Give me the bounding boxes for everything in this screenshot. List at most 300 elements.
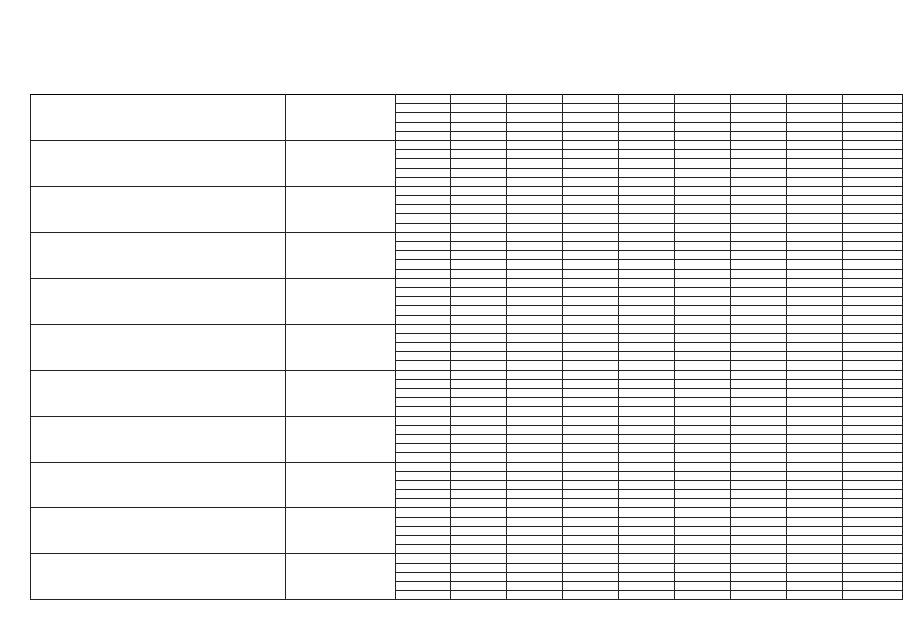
amount-cell: [619, 352, 675, 361]
amount-cell: [563, 444, 619, 453]
amount-cell: [451, 269, 507, 278]
amount-cell: [731, 140, 787, 149]
amount-cell: [731, 398, 787, 407]
project-description: [31, 95, 286, 141]
amount-cell: [731, 499, 787, 508]
amount-cell: [619, 297, 675, 306]
amount-cell: [507, 150, 563, 159]
amount-cell: [675, 517, 731, 526]
amount-cell: [675, 416, 731, 425]
amount-cell: [507, 490, 563, 499]
amount-cell: [731, 361, 787, 370]
amount-cell: [843, 131, 903, 140]
amount-cell: [731, 517, 787, 526]
table-row: [31, 416, 903, 425]
amount-cell: [731, 343, 787, 352]
amount-cell: [451, 581, 507, 590]
amount-cell: [563, 581, 619, 590]
amount-cell: [507, 536, 563, 545]
amount-cell: [507, 186, 563, 195]
table-row: [31, 370, 903, 379]
funding-source-label: [396, 278, 451, 287]
amount-cell: [843, 168, 903, 177]
amount-cell: [675, 232, 731, 241]
amount-cell: [619, 159, 675, 168]
amount-cell: [507, 177, 563, 186]
amount-cell: [451, 536, 507, 545]
amount-cell: [675, 140, 731, 149]
funding-source-label: [396, 591, 451, 600]
amount-cell: [843, 444, 903, 453]
project-description: [31, 462, 286, 508]
project-description: [31, 324, 286, 370]
amount-cell: [787, 168, 843, 177]
amount-cell: [787, 287, 843, 296]
amount-cell: [451, 260, 507, 269]
amount-cell: [731, 269, 787, 278]
amount-cell: [507, 278, 563, 287]
amount-cell: [451, 407, 507, 416]
amount-cell: [787, 572, 843, 581]
amount-cell: [563, 168, 619, 177]
amount-cell: [843, 425, 903, 434]
amount-cell: [843, 361, 903, 370]
funding-source-label: [396, 471, 451, 480]
amount-cell: [507, 434, 563, 443]
amount-cell: [675, 508, 731, 517]
funding-source-label: [396, 490, 451, 499]
funding-source-label: [396, 352, 451, 361]
amount-cell: [563, 287, 619, 296]
amount-cell: [675, 260, 731, 269]
amount-cell: [563, 434, 619, 443]
amount-cell: [619, 581, 675, 590]
amount-cell: [843, 416, 903, 425]
amount-cell: [563, 278, 619, 287]
table-row: [31, 95, 903, 104]
amount-cell: [451, 159, 507, 168]
amount-cell: [563, 517, 619, 526]
amount-cell: [563, 95, 619, 104]
amount-cell: [619, 517, 675, 526]
amount-cell: [787, 196, 843, 205]
funding-source-label: [396, 517, 451, 526]
amount-cell: [619, 407, 675, 416]
amount-cell: [507, 581, 563, 590]
amount-cell: [451, 499, 507, 508]
amount-cell: [563, 398, 619, 407]
amount-cell: [451, 343, 507, 352]
amount-cell: [731, 545, 787, 554]
amount-cell: [675, 242, 731, 251]
amount-cell: [675, 480, 731, 489]
amount-cell: [619, 536, 675, 545]
amount-cell: [787, 545, 843, 554]
project-description: [31, 186, 286, 232]
amount-cell: [507, 370, 563, 379]
amount-cell: [507, 545, 563, 554]
amount-cell: [787, 563, 843, 572]
amount-cell: [675, 526, 731, 535]
amount-cell: [451, 361, 507, 370]
amount-cell: [451, 223, 507, 232]
funding-source-label: [396, 536, 451, 545]
amount-cell: [507, 453, 563, 462]
amount-cell: [731, 471, 787, 480]
amount-cell: [787, 343, 843, 352]
table-row: [31, 324, 903, 333]
funding-source-label: [396, 453, 451, 462]
amount-cell: [619, 251, 675, 260]
amount-cell: [507, 251, 563, 260]
amount-cell: [843, 526, 903, 535]
amount-cell: [451, 251, 507, 260]
amount-cell: [451, 131, 507, 140]
amount-cell: [675, 104, 731, 113]
amount-cell: [787, 140, 843, 149]
amount-cell: [563, 324, 619, 333]
amount-cell: [619, 545, 675, 554]
amount-cell: [619, 379, 675, 388]
amount-cell: [563, 554, 619, 563]
amount-cell: [731, 379, 787, 388]
funding-source-label: [396, 140, 451, 149]
amount-cell: [731, 554, 787, 563]
amount-cell: [843, 214, 903, 223]
funding-source-label: [396, 104, 451, 113]
amount-cell: [619, 416, 675, 425]
amount-cell: [563, 490, 619, 499]
amount-cell: [451, 177, 507, 186]
amount-cell: [563, 453, 619, 462]
amount-cell: [787, 425, 843, 434]
amount-cell: [451, 526, 507, 535]
amount-cell: [507, 104, 563, 113]
amount-cell: [843, 508, 903, 517]
amount-cell: [675, 499, 731, 508]
responsible-ministry: [286, 508, 396, 554]
amount-cell: [787, 508, 843, 517]
funding-source-label: [396, 315, 451, 324]
amount-cell: [675, 177, 731, 186]
amount-cell: [731, 242, 787, 251]
amount-cell: [675, 306, 731, 315]
funding-source-label: [396, 95, 451, 104]
project-description: [31, 278, 286, 324]
amount-cell: [563, 416, 619, 425]
amount-cell: [619, 434, 675, 443]
amount-cell: [843, 140, 903, 149]
amount-cell: [787, 554, 843, 563]
amount-cell: [619, 113, 675, 122]
amount-cell: [675, 471, 731, 480]
project-description: [31, 232, 286, 278]
amount-cell: [507, 131, 563, 140]
amount-cell: [563, 297, 619, 306]
amount-cell: [787, 370, 843, 379]
amount-cell: [843, 269, 903, 278]
amount-cell: [731, 315, 787, 324]
amount-cell: [507, 462, 563, 471]
amount-cell: [451, 416, 507, 425]
amount-cell: [507, 416, 563, 425]
amount-cell: [619, 122, 675, 131]
amount-cell: [843, 434, 903, 443]
amount-cell: [619, 572, 675, 581]
amount-cell: [507, 205, 563, 214]
amount-cell: [507, 242, 563, 251]
amount-cell: [731, 287, 787, 296]
amount-cell: [563, 242, 619, 251]
funding-source-label: [396, 131, 451, 140]
amount-cell: [843, 490, 903, 499]
amount-cell: [451, 232, 507, 241]
amount-cell: [843, 453, 903, 462]
amount-cell: [731, 278, 787, 287]
amount-cell: [563, 269, 619, 278]
amount-cell: [507, 168, 563, 177]
amount-cell: [563, 499, 619, 508]
amount-cell: [675, 563, 731, 572]
amount-cell: [507, 361, 563, 370]
amount-cell: [563, 379, 619, 388]
funding-source-label: [396, 287, 451, 296]
amount-cell: [563, 425, 619, 434]
amount-cell: [731, 434, 787, 443]
amount-cell: [507, 398, 563, 407]
amount-cell: [675, 278, 731, 287]
amount-cell: [787, 159, 843, 168]
amount-cell: [843, 242, 903, 251]
amount-cell: [507, 122, 563, 131]
funding-source-label: [396, 545, 451, 554]
amount-cell: [563, 526, 619, 535]
table-row: [31, 508, 903, 517]
amount-cell: [731, 352, 787, 361]
project-description: [31, 370, 286, 416]
amount-cell: [619, 168, 675, 177]
amount-cell: [675, 581, 731, 590]
amount-cell: [787, 453, 843, 462]
amount-cell: [675, 223, 731, 232]
amount-cell: [563, 113, 619, 122]
amount-cell: [731, 370, 787, 379]
amount-cell: [787, 269, 843, 278]
amount-cell: [731, 508, 787, 517]
amount-cell: [451, 333, 507, 342]
amount-cell: [787, 407, 843, 416]
funding-source-label: [396, 444, 451, 453]
amount-cell: [787, 214, 843, 223]
amount-cell: [675, 444, 731, 453]
amount-cell: [787, 499, 843, 508]
amount-cell: [787, 379, 843, 388]
amount-cell: [787, 186, 843, 195]
amount-cell: [507, 379, 563, 388]
amount-cell: [731, 251, 787, 260]
amount-cell: [619, 490, 675, 499]
amount-cell: [731, 581, 787, 590]
amount-cell: [507, 214, 563, 223]
amount-cell: [675, 95, 731, 104]
amount-cell: [843, 554, 903, 563]
amount-cell: [731, 536, 787, 545]
amount-cell: [563, 471, 619, 480]
amount-cell: [507, 269, 563, 278]
amount-cell: [451, 186, 507, 195]
funding-source-label: [396, 269, 451, 278]
amount-cell: [731, 214, 787, 223]
amount-cell: [843, 324, 903, 333]
amount-cell: [787, 389, 843, 398]
amount-cell: [675, 425, 731, 434]
amount-cell: [619, 232, 675, 241]
amount-cell: [563, 251, 619, 260]
project-description: [31, 416, 286, 462]
funding-source-label: [396, 196, 451, 205]
amount-cell: [619, 131, 675, 140]
funding-source-label: [396, 168, 451, 177]
funding-source-label: [396, 389, 451, 398]
amount-cell: [843, 177, 903, 186]
amount-cell: [619, 361, 675, 370]
amount-cell: [507, 95, 563, 104]
amount-cell: [563, 260, 619, 269]
amount-cell: [731, 168, 787, 177]
amount-cell: [507, 554, 563, 563]
amount-cell: [619, 333, 675, 342]
amount-cell: [563, 232, 619, 241]
amount-cell: [451, 462, 507, 471]
amount-cell: [619, 104, 675, 113]
amount-cell: [675, 159, 731, 168]
amount-cell: [507, 223, 563, 232]
amount-cell: [563, 370, 619, 379]
amount-cell: [787, 242, 843, 251]
amount-cell: [563, 563, 619, 572]
amount-cell: [451, 196, 507, 205]
amount-cell: [619, 480, 675, 489]
amount-cell: [451, 287, 507, 296]
amount-cell: [451, 379, 507, 388]
amount-cell: [843, 581, 903, 590]
amount-cell: [731, 223, 787, 232]
amount-cell: [507, 140, 563, 149]
amount-cell: [451, 104, 507, 113]
amount-cell: [563, 572, 619, 581]
amount-cell: [843, 150, 903, 159]
funding-source-label: [396, 150, 451, 159]
amount-cell: [731, 444, 787, 453]
amount-cell: [787, 444, 843, 453]
funding-source-label: [396, 177, 451, 186]
amount-cell: [675, 113, 731, 122]
amount-cell: [619, 287, 675, 296]
amount-cell: [731, 131, 787, 140]
funding-source-label: [396, 508, 451, 517]
funding-source-label: [396, 526, 451, 535]
amount-cell: [563, 536, 619, 545]
amount-cell: [731, 462, 787, 471]
table-row: [31, 462, 903, 471]
funding-source-label: [396, 122, 451, 131]
amount-cell: [731, 113, 787, 122]
amount-cell: [507, 113, 563, 122]
amount-cell: [619, 196, 675, 205]
amount-cell: [619, 150, 675, 159]
amount-cell: [507, 343, 563, 352]
amount-cell: [451, 425, 507, 434]
amount-cell: [731, 297, 787, 306]
amount-cell: [843, 370, 903, 379]
amount-cell: [507, 287, 563, 296]
amount-cell: [619, 278, 675, 287]
table-row: [31, 186, 903, 195]
funding-source-label: [396, 205, 451, 214]
funding-source-label: [396, 425, 451, 434]
amount-cell: [843, 278, 903, 287]
funding-source-label: [396, 462, 451, 471]
responsible-ministry: [286, 554, 396, 600]
amount-cell: [451, 352, 507, 361]
amount-cell: [563, 315, 619, 324]
amount-cell: [563, 159, 619, 168]
amount-cell: [507, 572, 563, 581]
amount-cell: [675, 205, 731, 214]
amount-cell: [563, 343, 619, 352]
amount-cell: [843, 563, 903, 572]
amount-cell: [619, 324, 675, 333]
amount-cell: [843, 205, 903, 214]
amount-cell: [563, 131, 619, 140]
amount-cell: [451, 434, 507, 443]
amount-cell: [787, 95, 843, 104]
amount-cell: [787, 361, 843, 370]
amount-cell: [675, 122, 731, 131]
amount-cell: [451, 324, 507, 333]
amount-cell: [451, 113, 507, 122]
amount-cell: [843, 462, 903, 471]
project-description: [31, 508, 286, 554]
amount-cell: [731, 186, 787, 195]
amount-cell: [451, 315, 507, 324]
amount-cell: [451, 278, 507, 287]
amount-cell: [675, 490, 731, 499]
amount-cell: [563, 352, 619, 361]
funding-table: [30, 94, 903, 600]
amount-cell: [843, 536, 903, 545]
amount-cell: [507, 480, 563, 489]
amount-cell: [787, 113, 843, 122]
amount-cell: [843, 480, 903, 489]
amount-cell: [731, 526, 787, 535]
responsible-ministry: [286, 370, 396, 416]
amount-cell: [563, 177, 619, 186]
amount-cell: [563, 462, 619, 471]
amount-cell: [619, 315, 675, 324]
amount-cell: [451, 471, 507, 480]
amount-cell: [619, 140, 675, 149]
funding-source-label: [396, 563, 451, 572]
amount-cell: [787, 352, 843, 361]
amount-cell: [507, 471, 563, 480]
amount-cell: [787, 333, 843, 342]
funding-source-label: [396, 232, 451, 241]
amount-cell: [619, 444, 675, 453]
amount-cell: [563, 333, 619, 342]
amount-cell: [507, 232, 563, 241]
amount-cell: [451, 444, 507, 453]
